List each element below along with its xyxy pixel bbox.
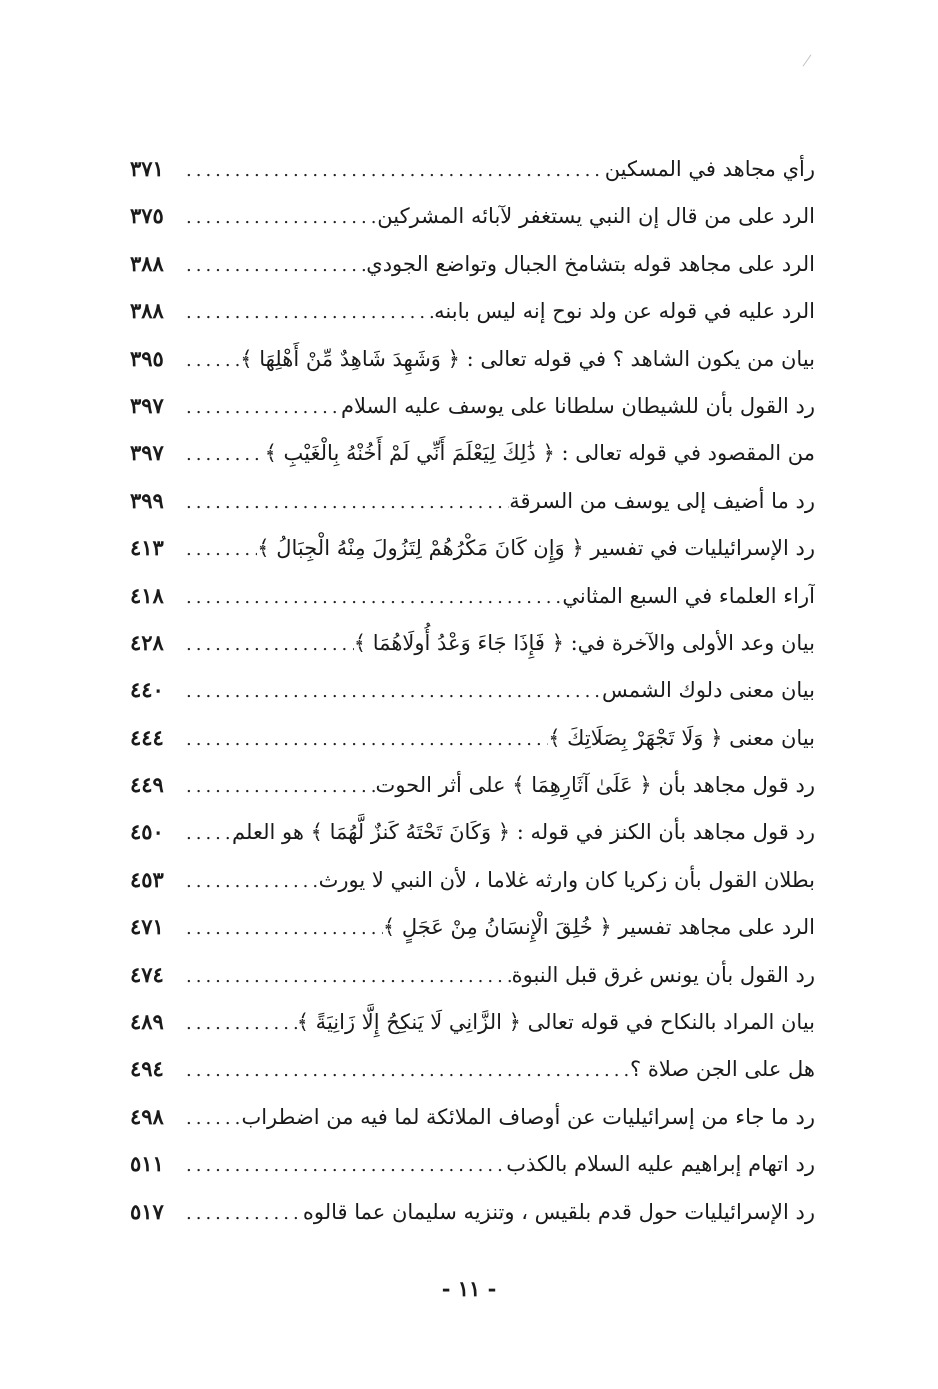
toc-entry-title: رد قول مجاهد بأن ﴿ عَلَىٰ آثَارِهِمَا ﴾ على أثر الحوت: [375, 773, 815, 798]
toc-leader-dots: [178, 1047, 630, 1094]
toc-entry-page: ٤٩٨: [130, 1103, 164, 1129]
toc-entry-title: رد القول بأن يونس غرق قبل النبوة: [511, 962, 815, 987]
toc-leader-dots: [178, 384, 341, 431]
toc-leader-dots: [178, 147, 605, 194]
toc-entry-page: ٤٤٤: [130, 724, 164, 750]
toc-entry-title: رد اتهام إبراهيم عليه السلام بالكذب: [506, 1152, 815, 1177]
toc-entry-page: ٥١٧: [130, 1198, 164, 1224]
toc-entry-5: [130, 335, 815, 382]
toc-entry-title: رد الإسرائيليات في تفسير ﴿ وَإِن كَانَ مَكْرُهُمْ لِتَزُولَ مِنْهُ الْجِبَالُ ﴾: [257, 536, 815, 561]
toc-entry-14: [130, 761, 815, 808]
toc-entry-page: ٤٤٩: [130, 772, 164, 798]
toc-entry-page: ٣٩٧: [130, 440, 164, 466]
toc-entry-page: ٣٩٥: [130, 345, 164, 371]
toc-entry-2: [130, 192, 815, 239]
toc-leader-dots: [178, 526, 257, 573]
toc-entry-9: [130, 524, 815, 571]
toc-entry-page: ٣٩٧: [130, 392, 164, 418]
toc-entry-page: ٣٩٩: [130, 487, 164, 513]
toc-entry-21: [130, 1093, 815, 1140]
toc-entry-page: ٤٥٠: [130, 819, 164, 845]
toc-entry-page: ٣٧١: [130, 156, 164, 181]
toc-entry-1: [130, 145, 815, 192]
toc-leader-dots: [178, 1095, 241, 1142]
toc-leader-dots: [178, 1142, 506, 1189]
toc-entry-title: هل على الجن صلاة ؟: [630, 1057, 815, 1082]
toc-entry-title: بيان معنى دلوك الشمس: [601, 678, 815, 703]
toc-entry-4: [130, 287, 815, 334]
toc-entry-page: ٤٧٤: [130, 961, 164, 987]
toc-entry-title: الرد على مجاهد قوله بتشامخ الجبال وتواضع الجودي: [366, 251, 815, 276]
toc-leader-dots: [178, 1190, 303, 1237]
toc-entry-15: [130, 808, 815, 855]
toc-entry-page: ٣٧٥: [130, 203, 164, 229]
toc-leader-dots: [178, 621, 354, 668]
toc-entry-page: ٣٨٨: [130, 250, 164, 276]
toc-entry-11: [130, 619, 815, 666]
toc-entry-title: آراء العلماء في السبع المثاني: [562, 583, 815, 608]
toc-entry-title: رد الإسرائيليات حول قدم بلقيس ، وتنزيه سليمان عما قالوه: [302, 1199, 815, 1224]
toc-entry-title: رد قول مجاهد بأن الكنز في قوله : ﴿ وَكَانَ تَحْتَهُ كَنزٌ لَّهُمَا ﴾ هو العلم: [232, 820, 815, 845]
toc-entry-title: الرد على من قال إن النبي يستغفر لآبائه المشركين: [377, 204, 815, 229]
toc-leader-dots: [178, 810, 232, 857]
toc-entry-page: ٤٧١: [130, 914, 164, 940]
toc-entry-10: [130, 572, 815, 619]
toc-entry-title: رد ما جاء من إسرائيليات عن أوصاف الملائكة لما فيه من اضطراب: [241, 1104, 815, 1129]
toc-entry-page: ٤٤٠: [130, 677, 164, 703]
toc-entry-page: ٤١٨: [130, 582, 164, 608]
toc-entry-title: بيان معنى ﴿ وَلَا تَجْهَرْ بِصَلَاتِكَ ﴾: [548, 725, 815, 750]
toc-entry-20: [130, 1045, 815, 1092]
toc-entry-page: ٤٢٨: [130, 629, 164, 655]
toc-leader-dots: [178, 289, 434, 336]
toc-leader-dots: [178, 763, 376, 810]
toc-leader-dots: [178, 479, 509, 526]
toc-entry-17: [130, 903, 815, 950]
toc-entry-16: [130, 856, 815, 903]
toc-leader-dots: [178, 337, 240, 384]
toc-entry-title: بيان المراد بالنكاح في قوله تعالى ﴿ الزَّانِي لَا يَنكِحُ إِلَّا زَانِيَةً ﴾: [296, 1010, 815, 1035]
toc-entry-title: بطلان القول بأن زكريا كان وارثه غلاما ، لأن النبي لا يورث: [318, 867, 815, 892]
toc-entry-6: [130, 382, 815, 429]
toc-leader-dots: [178, 194, 377, 241]
toc-leader-dots: [178, 716, 548, 763]
toc-entry-18: [130, 951, 815, 998]
toc-leader-dots: [178, 953, 512, 1000]
toc-entry-title: الرد عليه في قوله عن ولد نوح إنه ليس بابنه: [434, 299, 815, 324]
toc-entry-8: [130, 477, 815, 524]
toc-entry-title: الرد على مجاهد تفسير ﴿ خُلِقَ الْإِنسَانُ مِنْ عَجَلٍ ﴾: [382, 915, 815, 940]
toc-entry-title: رد ما أضيف إلى يوسف من السرقة: [509, 488, 815, 513]
toc-leader-dots: [178, 905, 383, 952]
toc-entry-13: [130, 714, 815, 761]
toc-entry-title: بيان من يكون الشاهد ؟ في قوله تعالى : ﴿ وَشَهِدَ شَاهِدٌ مِّنْ أَهْلِهَا ﴾: [240, 346, 815, 371]
toc-entry-12: [130, 666, 815, 713]
toc-entry-page: ٤١٣: [130, 535, 164, 561]
toc-leader-dots: [178, 668, 602, 715]
toc-entry-page: ٤٨٩: [130, 1009, 164, 1035]
toc-leader-dots: [178, 1000, 297, 1047]
toc-entry-page: ٣٨٨: [130, 298, 164, 324]
toc-leader-dots: [178, 574, 562, 621]
toc-entry-title: بيان وعد الأولى والآخرة في: ﴿ فَإِذَا جَاءَ وَعْدُ أُولَاهُمَا ﴾: [353, 630, 815, 655]
toc-entry-title: من المقصود في قوله تعالى : ﴿ ذَٰلِكَ لِيَعْلَمَ أَنِّي لَمْ أَخُنْهُ بِالْغَيْبِ ﴾: [264, 441, 815, 466]
toc-entry-page: ٤٩٤: [130, 1056, 164, 1082]
toc-entry-23: [130, 1188, 815, 1235]
table-of-contents: [130, 145, 815, 1235]
toc-entry-19: [130, 998, 815, 1045]
toc-entry-page: ٥١١: [130, 1151, 164, 1177]
toc-leader-dots: [178, 431, 265, 478]
toc-entry-7: [130, 429, 815, 476]
toc-entry-title: رد القول بأن للشيطان سلطانا على يوسف عليه السلام: [341, 393, 815, 418]
page-number: - ١١ -: [441, 1276, 497, 1301]
toc-entry-title: رأي مجاهد في المسكين: [604, 157, 815, 181]
toc-leader-dots: [178, 858, 319, 905]
toc-entry-3: [130, 240, 815, 287]
toc-entry-22: [130, 1140, 815, 1187]
toc-leader-dots: [178, 242, 366, 289]
toc-entry-page: ٤٥٣: [130, 866, 164, 892]
scan-artifact: [803, 54, 812, 66]
